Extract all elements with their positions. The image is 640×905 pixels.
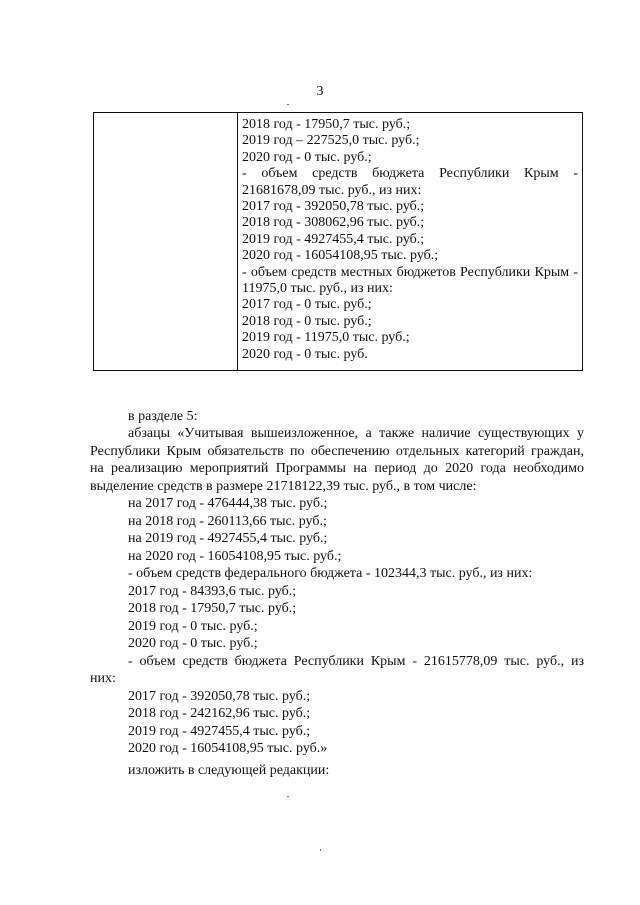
table-line: 2019 год - 11975,0 тыс. руб.; bbox=[242, 330, 410, 346]
table-line: 2017 год - 392050,78 тыс. руб.; bbox=[242, 199, 425, 215]
page-number: 3 bbox=[316, 84, 324, 99]
paragraph-line: 2020 год - 16054108,95 тыс. руб.» bbox=[128, 741, 328, 756]
table-line: 2018 год - 0 тыс. руб.; bbox=[242, 313, 372, 329]
table-line: 2018 год - 17950,7 тыс. руб.; bbox=[242, 117, 411, 132]
paragraph-line: них: bbox=[90, 671, 116, 686]
table-line: - объем средств местных бюджетов Республики Крым - bbox=[242, 264, 578, 280]
table-line: 2017 год - 0 тыс. руб.; bbox=[242, 297, 372, 313]
paragraph-line: 2020 год - 0 тыс. руб.; bbox=[128, 636, 258, 651]
paragraph-line: на реализацию мероприятий Программы на период до 2020 года необходимо bbox=[90, 461, 584, 476]
table-line: 11975,0 тыс. руб., из них: bbox=[242, 281, 393, 297]
paragraph-line: 2019 год - 0 тыс. руб.; bbox=[128, 618, 258, 634]
paragraph-line: - объем средств федерального бюджета - 102344,3 тыс. руб., из них: bbox=[128, 566, 533, 581]
table-line: 2020 год - 0 тыс. руб. bbox=[242, 346, 368, 362]
paragraph-line: 2017 год - 392050,78 тыс. руб.; bbox=[128, 688, 311, 704]
table-line: 2019 год - 4927455,4 тыс. руб.; bbox=[242, 231, 425, 247]
paragraph-line: выделение средств в размере 21718122,39 тыс. руб., в том числе: bbox=[90, 478, 477, 494]
table-cell-empty bbox=[94, 113, 238, 371]
paragraph-line: 2018 год - 17950,7 тыс. руб.; bbox=[128, 601, 297, 616]
table-line: 2020 год - 0 тыс. руб.; bbox=[242, 149, 372, 165]
closing-phrase: изложить в следующей редакции: bbox=[128, 763, 330, 778]
paragraph-line: 2018 год - 242162,96 тыс. руб.; bbox=[128, 706, 311, 721]
table-line: 2018 год - 308062,96 тыс. руб.; bbox=[242, 215, 425, 231]
funding-table bbox=[93, 112, 583, 371]
table-row bbox=[94, 113, 583, 371]
section-heading: в разделе 5: bbox=[128, 409, 198, 424]
table-line: 21681678,09 тыс. руб., из них: bbox=[242, 182, 422, 198]
paragraph-line: на 2017 год - 476444,38 тыс. руб.; bbox=[128, 496, 328, 511]
paragraph-line: 2017 год - 84393,6 тыс. руб.; bbox=[128, 583, 297, 599]
table-cell-funding bbox=[238, 113, 583, 371]
paragraph-line: 2019 год - 4927455,4 тыс. руб.; bbox=[128, 723, 311, 739]
scan-speck bbox=[287, 104, 289, 105]
scan-speck bbox=[287, 796, 289, 797]
table-line: 2019 год – 227525,0 тыс. руб.; bbox=[242, 133, 420, 149]
table-line: - объем средств бюджета Республики Крым - bbox=[242, 166, 578, 182]
paragraph-line: на 2018 год - 260113,66 тыс. руб.; bbox=[128, 513, 327, 529]
paragraph-line: на 2019 год - 4927455,4 тыс. руб.; bbox=[128, 531, 328, 546]
scan-speck bbox=[320, 849, 321, 851]
paragraph-line: на 2020 год - 16054108,95 тыс. руб.; bbox=[128, 548, 342, 564]
paragraph-line: абзацы «Учитывая вышеизложенное, а также наличие существующих у bbox=[128, 426, 584, 441]
table-line: 2020 год - 16054108,95 тыс. руб.; bbox=[242, 248, 439, 264]
paragraph-line: - объем средств бюджета Республики Крым - 21615778,09 тыс. руб., из bbox=[128, 653, 584, 669]
paragraph-block bbox=[90, 425, 584, 758]
paragraph-line: Республики Крым обязательств по обеспечению отдельных категорий граждан, bbox=[90, 443, 584, 459]
